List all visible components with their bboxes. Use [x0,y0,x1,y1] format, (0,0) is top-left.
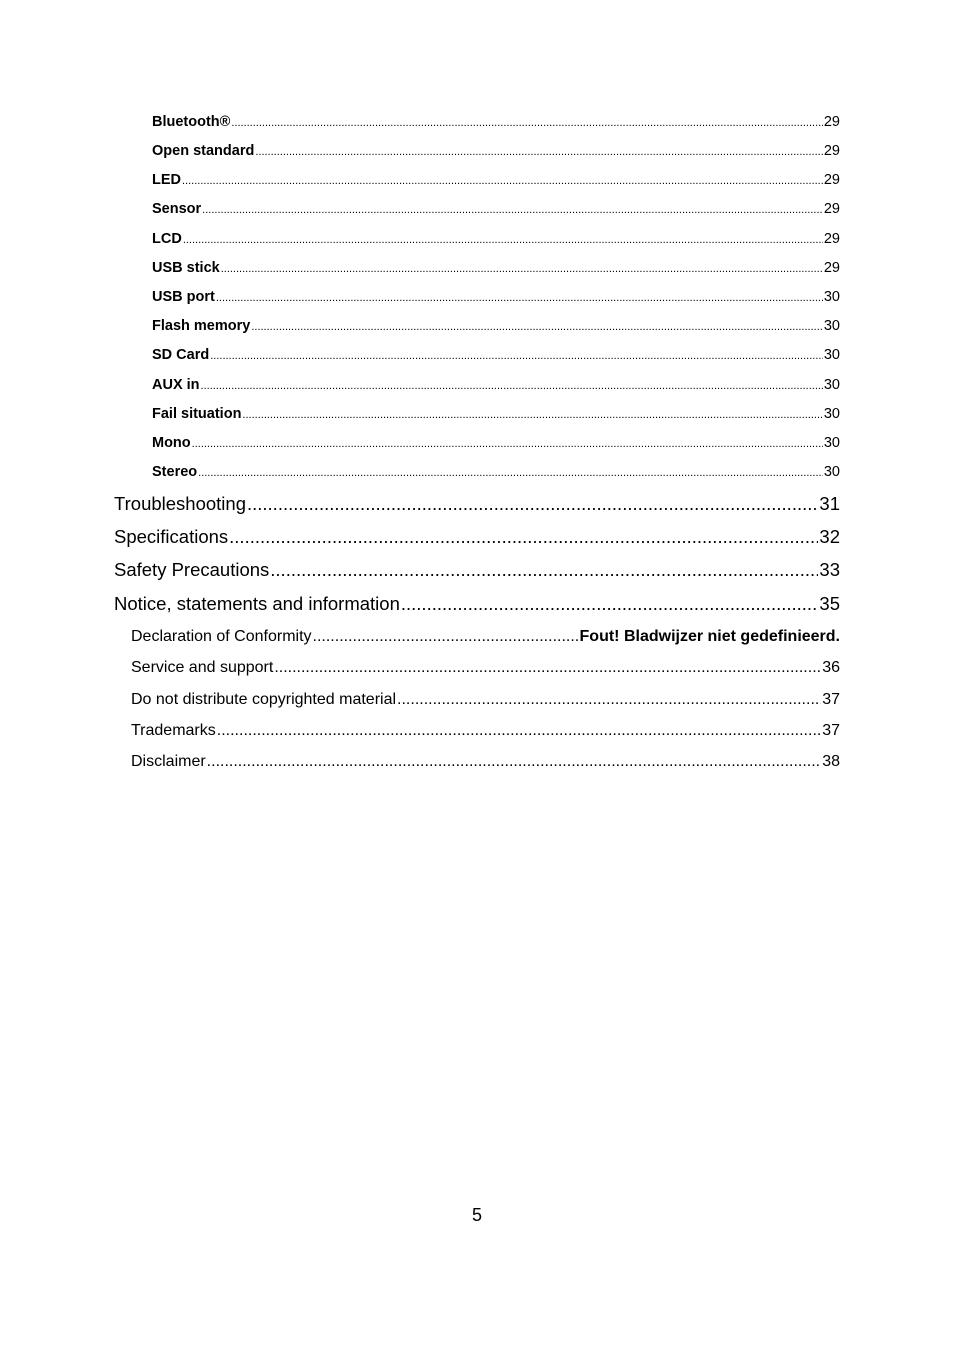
toc-dot-leader [247,491,818,517]
toc-entry-label: LCD [152,231,182,247]
toc-dot-leader [182,171,823,190]
toc-dot-leader [255,142,823,161]
toc-entry-declaration-of-conformity[interactable] [131,626,840,648]
toc-entry-usb-stick[interactable] [152,258,840,278]
toc-dot-leader [202,200,823,219]
page-number: 5 [471,1205,482,1225]
toc-entry-page: 30 [823,377,840,393]
toc-entry-page: 30 [823,464,840,480]
toc-entry-label: AUX in [152,377,200,393]
toc-entry-label: Service and support [131,659,274,676]
toc-entry-label: Sensor [152,201,202,217]
toc-entry-label: LED [152,172,181,188]
toc-entry-page: 29 [823,260,840,276]
toc-dot-leader [192,434,823,453]
toc-dot-leader [231,113,823,132]
toc-entry-disclaimer[interactable] [131,751,840,773]
toc-entry-label: Stereo [152,464,198,480]
toc-dot-leader [397,689,821,711]
toc-entry-page: 29 [823,114,840,130]
toc-entry-page: 35 [819,593,840,614]
toc-entry-page: 30 [823,406,840,422]
toc-entry-label: Notice, statements and information [114,593,400,614]
toc-entry-bluetooth[interactable] [152,112,840,132]
toc-entry-page: 37 [822,691,840,708]
toc-entry-sensor[interactable] [152,199,840,219]
toc-entry-label: Disclaimer [131,753,206,770]
toc-entry-stereo[interactable] [152,462,840,482]
toc-entry-service-and-support[interactable] [131,657,840,679]
toc-dot-leader [216,288,823,307]
toc-entry-label: Flash memory [152,318,251,334]
toc-entry-label: SD Card [152,347,210,363]
toc-entry-page: 36 [822,659,840,676]
toc-entry-specifications[interactable] [114,524,840,550]
toc-dot-leader [270,557,818,583]
toc-entry-page: 30 [823,347,840,363]
toc-entry-fail-situation[interactable] [152,404,840,424]
toc-entry-label: Trademarks [131,722,216,739]
toc-dot-leader [198,463,823,482]
toc-entry-page: 29 [823,143,840,159]
toc-entry-lcd[interactable] [152,229,840,249]
toc-entry-label: Mono [152,435,191,451]
toc-entry-label: Specifications [114,526,229,547]
toc-entry-aux-in[interactable] [152,375,840,395]
toc-entry-trademarks[interactable] [131,720,840,742]
toc-entry-label: Fail situation [152,406,242,422]
toc-entry-led[interactable] [152,170,840,190]
toc-dot-leader [217,720,821,742]
toc-entry-label: Bluetooth® [152,114,231,130]
toc-entry-page: 29 [823,172,840,188]
toc-entry-troubleshooting[interactable] [114,491,840,517]
toc-entry-page: 30 [823,318,840,334]
toc-dot-leader [221,259,823,278]
toc-dot-leader [229,524,818,550]
toc-dot-leader [210,346,823,365]
toc-dot-leader [313,626,579,648]
toc-entry-flash-memory[interactable] [152,316,840,336]
toc-entry-page: 38 [822,753,840,770]
toc-dot-leader [251,317,823,336]
toc-entry-page: 33 [819,559,840,580]
toc-dot-leader [207,751,822,773]
toc-dot-leader [401,591,819,617]
toc-entry-page: 30 [823,289,840,305]
toc-entry-label: Declaration of Conformity [131,628,312,645]
toc-entry-page: 30 [823,435,840,451]
toc-dot-leader [274,657,821,679]
toc-entry-page: 29 [823,231,840,247]
toc-entry-page: 29 [823,201,840,217]
toc-entry-usb-port[interactable] [152,287,840,307]
toc-entry-mono[interactable] [152,433,840,453]
toc-entry-label: USB port [152,289,215,305]
toc-entry-label: Do not distribute copyrighted material [131,691,397,708]
toc-entry-page: 37 [822,722,840,739]
toc-dot-leader [183,230,823,249]
toc-dot-leader [201,376,823,395]
toc-entry-notice-statements[interactable] [114,591,840,617]
toc-entry-page: 32 [819,526,840,547]
toc-entry-page-error: Fout! Bladwijzer niet gedefinieerd. [579,628,840,645]
toc-entry-page: 31 [819,493,840,514]
toc-entry-open-standard[interactable] [152,141,840,161]
toc-entry-label: USB stick [152,260,220,276]
toc-entry-label: Open standard [152,143,255,159]
toc-entry-safety-precautions[interactable] [114,557,840,583]
toc-entry-sd-card[interactable] [152,345,840,365]
toc-entry-copyrighted-material[interactable] [131,689,840,711]
toc-dot-leader [242,405,822,424]
toc-entry-label: Safety Precautions [114,559,270,580]
toc-entry-label: Troubleshooting [114,493,246,514]
